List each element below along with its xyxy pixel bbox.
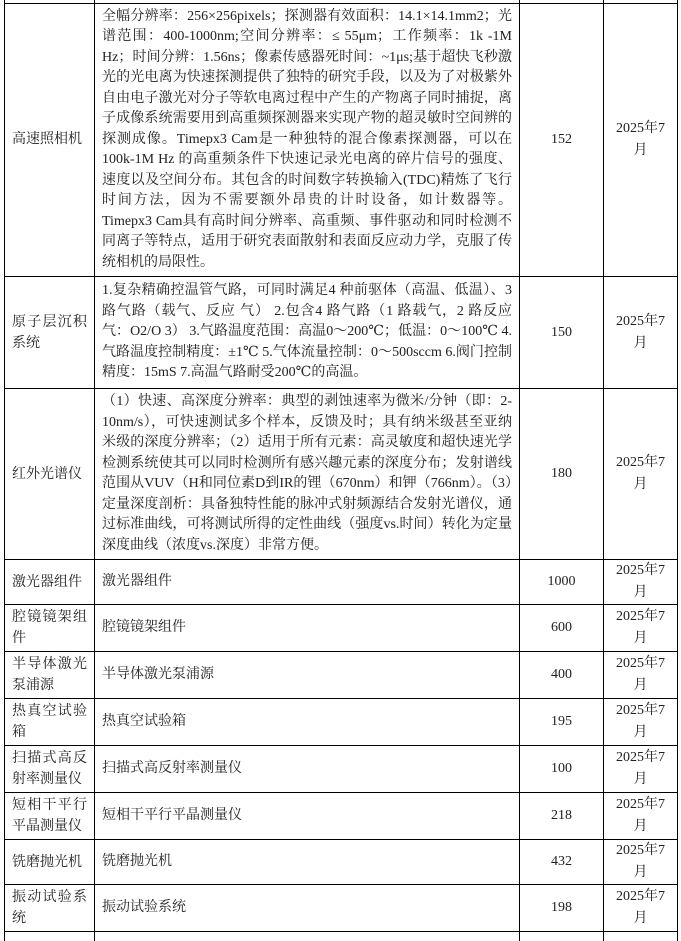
equipment-table: [4, 0, 678, 941]
amount-cell: 198: [520, 885, 604, 932]
empty-cell: [520, 932, 604, 941]
empty-cell: [95, 932, 520, 941]
equipment-name-cell: 铣磨抛光机: [5, 840, 95, 885]
date-cell: 2025年7月: [604, 389, 678, 560]
equipment-description-cell: 半导体激光泵浦源: [95, 652, 520, 699]
date-cell: 2025年7月: [604, 605, 678, 652]
equipment-description-cell: 激光器组件: [95, 560, 520, 605]
equipment-name-cell: 振动试验系统: [5, 885, 95, 932]
equipment-description-cell: 热真空试验箱: [95, 699, 520, 746]
table-row: [5, 885, 678, 932]
amount-cell: 400: [520, 652, 604, 699]
equipment-description-cell: （1）快速、高深度分辨率：典型的剥蚀速率为微米/分钟（即：2-10nm/s），可快速测试多个样本，反馈及时；具有纳米级甚至亚纳米级的深度分辨率；（2）适用于所有元素：高灵敏度和超快速光学检测系统使其可以同时检测所有感兴趣元素的深度分布；发射谱线范围从VUV（H和同位素D到IR的锂（670nm）和钾（766nm）。（3）定量深度剖析：具备独特性能的脉冲式射频源结合发射光谱仪，通过标准曲线，可将测试所得的定性曲线（强度vs.时间）转化为定量深度曲线（浓度vs.深度）非常方便。: [95, 389, 520, 560]
equipment-name-cell: 红外光谱仪: [5, 389, 95, 560]
table-row: [5, 3, 678, 277]
equipment-description-cell: 腔镜镜架组件: [95, 605, 520, 652]
date-cell: 2025年7月: [604, 652, 678, 699]
amount-cell: 600: [520, 605, 604, 652]
equipment-description-cell: 振动试验系统: [95, 885, 520, 932]
amount-cell: 180: [520, 389, 604, 560]
equipment-name-cell: 热真空试验箱: [5, 699, 95, 746]
date-cell: 2025年7月: [604, 277, 678, 389]
empty-cell: [604, 932, 678, 941]
amount-cell: 218: [520, 793, 604, 840]
equipment-description-cell: 全幅分辨率：256×256pixels；探测器有效面积：14.1×14.1mm2；光谱范围：400-1000nm;空间分辨率：≤ 55μm；工作频率：1k -1M Hz；时间分辨：1.56ns；像素传感器死时间：~1μs;基于超快飞秒激光的光电离为快速探测提供了独特的研究手段，以及为了对极紫外自由电子激光对分子等软电离过程中产生的产物离子同时捕捉，离子成像系统需要用到高重频探测器来实现产物的超灵敏时空间辨的探测成像。Timepx3 Cam是一种独特的混合像素探测器，可以在100k-1M Hz 的高重频条件下快速记录光电离的碎片信号的强度、速度以及空间分布。其包含的时间数字转换输入(TDC)精炼了飞行时间方法，因为不需要额外昂贵的计时设备，如计数器等。Timepx3 Cam具有高时间分辨率、高重频、事件驱动和同时检测不同离子等特点，适用于研究表面散射和表面反应动力学，克服了传统相机的局限性。: [95, 3, 520, 277]
amount-cell: 100: [520, 746, 604, 793]
amount-cell: 195: [520, 699, 604, 746]
table-row-partial-bottom: [5, 932, 678, 941]
equipment-description-cell: 1.复杂精确控温管气路，可同时满足4 种前驱体（高温、低温）、3 路气路（载气、反应 气） 2.包含4 路气路（1 路载气，2 路反应气：O2/O 3） 3.气路温度范围：高温0～200℃；低温：0～100℃ 4.气路温度控制精度：±1℃ 5.气体流量控制：0～500sccm 6.阀门控制精度：15mS 7.高温气路耐受200℃的高温。: [95, 277, 520, 389]
table-row: [5, 389, 678, 560]
amount-cell: 150: [520, 277, 604, 389]
table-row-partial: [5, 932, 678, 941]
empty-cell: [5, 932, 95, 941]
table-row: [5, 793, 678, 840]
equipment-name-cell: 高速照相机: [5, 3, 95, 277]
equipment-name-cell: 激光器组件: [5, 560, 95, 605]
date-cell: 2025年7月: [604, 560, 678, 605]
date-cell: 2025年7月: [604, 699, 678, 746]
equipment-name-cell: 半导体激光泵浦源: [5, 652, 95, 699]
date-cell: 2025年7月: [604, 746, 678, 793]
amount-cell: 432: [520, 840, 604, 885]
amount-cell: 152: [520, 3, 604, 277]
date-cell: 2025年7月: [604, 793, 678, 840]
table-row: [5, 699, 678, 746]
equipment-name-cell: 腔镜镜架组件: [5, 605, 95, 652]
date-cell: 2025年7月: [604, 885, 678, 932]
equipment-description-cell: 铣磨抛光机: [95, 840, 520, 885]
equipment-name-cell: 短相干平行平晶测量仪: [5, 793, 95, 840]
table-row: [5, 652, 678, 699]
equipment-name-cell: 原子层沉积系统: [5, 277, 95, 389]
equipment-description-cell: 短相干平行平晶测量仪: [95, 793, 520, 840]
table-body: [5, 3, 678, 932]
date-cell: 2025年7月: [604, 3, 678, 277]
amount-cell: 1000: [520, 560, 604, 605]
table-row: [5, 277, 678, 389]
table-row: [5, 560, 678, 605]
table-row: [5, 840, 678, 885]
table-row: [5, 746, 678, 793]
table-row: [5, 605, 678, 652]
equipment-name-cell: 扫描式高反射率测量仪: [5, 746, 95, 793]
date-cell: 2025年7月: [604, 840, 678, 885]
equipment-description-cell: 扫描式高反射率测量仪: [95, 746, 520, 793]
